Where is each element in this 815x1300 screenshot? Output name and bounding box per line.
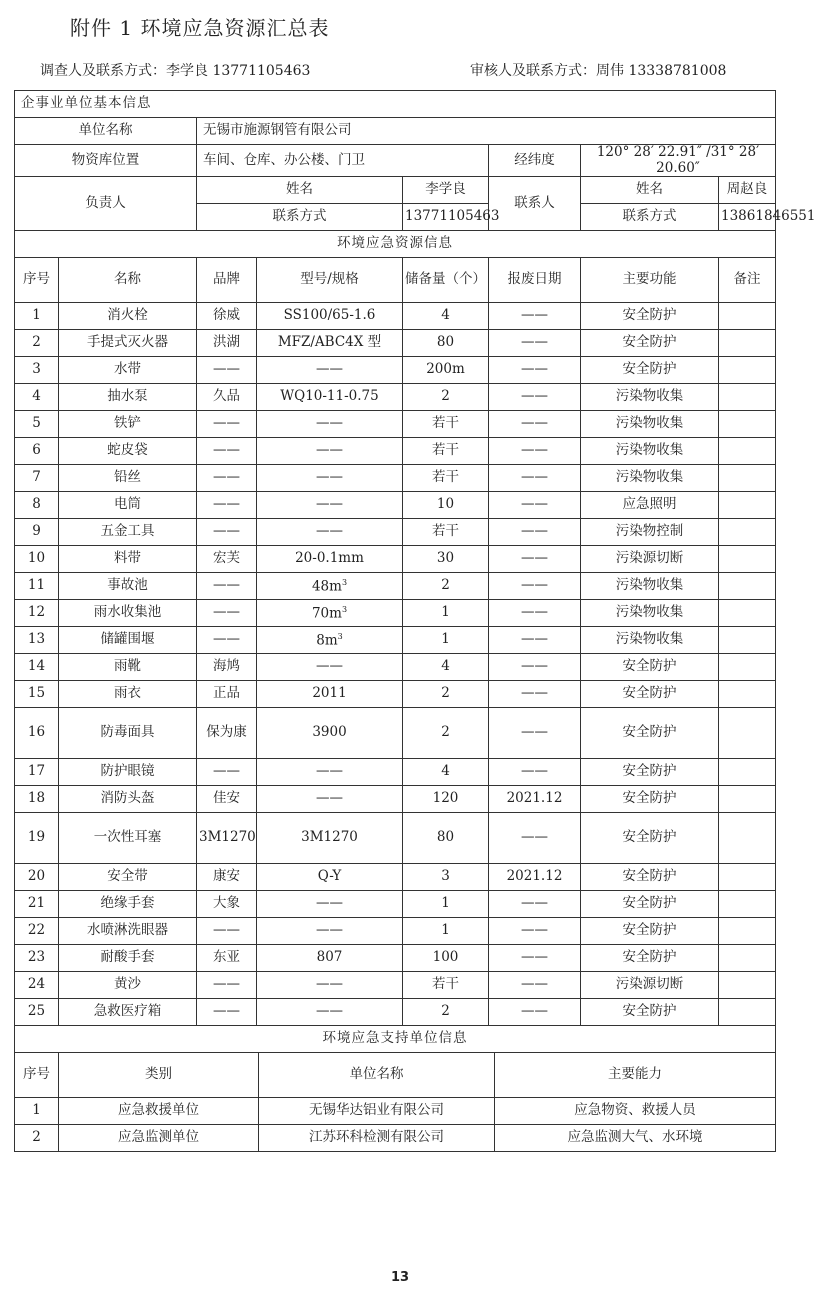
support-row-type: 应急救援单位 — [59, 1098, 259, 1125]
row-no: 19 — [15, 813, 59, 864]
resource-row — [15, 573, 776, 600]
contact-phone-label: 联系方式 — [581, 204, 719, 231]
row-expiry: —— — [489, 465, 581, 492]
row-no: 14 — [15, 654, 59, 681]
header-brand: 品牌 — [197, 258, 257, 303]
unit-superscript: 3 — [341, 577, 348, 587]
row-model: —— — [257, 519, 403, 546]
row-expiry: —— — [489, 627, 581, 654]
row-name: 料带 — [59, 546, 197, 573]
row-expiry: —— — [489, 384, 581, 411]
row-function: 安全防护 — [581, 708, 719, 759]
resource-row — [15, 999, 776, 1026]
row-qty: 120 — [403, 786, 489, 813]
row-name: 铁铲 — [59, 411, 197, 438]
row-function: 污染物收集 — [581, 465, 719, 492]
row-no: 3 — [15, 357, 59, 384]
row-note — [719, 972, 776, 999]
row-function: 污染物收集 — [581, 573, 719, 600]
row-function: 污染物收集 — [581, 600, 719, 627]
row-note — [719, 945, 776, 972]
row-brand: —— — [197, 465, 257, 492]
row-function: 安全防护 — [581, 918, 719, 945]
support-table — [14, 1025, 776, 1152]
row-model: —— — [257, 759, 403, 786]
header-expiry: 报废日期 — [489, 258, 581, 303]
owner-name-value: 李学良 — [403, 177, 489, 204]
header-note: 备注 — [719, 258, 776, 303]
row-name: 抽水泵 — [59, 384, 197, 411]
row-note — [719, 438, 776, 465]
row-no: 20 — [15, 864, 59, 891]
resource-row — [15, 600, 776, 627]
unit-superscript: 3 — [337, 631, 343, 641]
row-model: 3900 — [257, 708, 403, 759]
row-no: 10 — [15, 546, 59, 573]
resource-row — [15, 972, 776, 999]
row-no: 4 — [15, 384, 59, 411]
row-note — [719, 864, 776, 891]
support-section-title: 环境应急支持单位信息 — [15, 1026, 776, 1053]
row-qty: 3 — [403, 864, 489, 891]
row-function: 污染物收集 — [581, 384, 719, 411]
row-brand: 东亚 — [197, 945, 257, 972]
row-brand: 正品 — [197, 681, 257, 708]
row-function: 安全防护 — [581, 654, 719, 681]
resource-row — [15, 708, 776, 759]
row-brand: —— — [197, 357, 257, 384]
row-brand: —— — [197, 627, 257, 654]
row-expiry: —— — [489, 303, 581, 330]
row-model: MFZ/ABC4X 型 — [257, 330, 403, 357]
row-name: 手提式灭火器 — [59, 330, 197, 357]
location-label: 物资库位置 — [15, 145, 197, 177]
row-model: —— — [257, 465, 403, 492]
row-model: —— — [257, 891, 403, 918]
row-expiry: —— — [489, 492, 581, 519]
row-brand: —— — [197, 519, 257, 546]
row-brand: 康安 — [197, 864, 257, 891]
resource-row — [15, 759, 776, 786]
header-name: 名称 — [59, 258, 197, 303]
coordinate-value: 120° 28′ 22.91″ /31° 28′ 20.60″ — [581, 145, 776, 177]
row-function: 污染物收集 — [581, 438, 719, 465]
row-name: 电筒 — [59, 492, 197, 519]
row-note — [719, 999, 776, 1026]
row-model: —— — [257, 918, 403, 945]
row-qty: 4 — [403, 759, 489, 786]
row-model: Q-Y — [257, 864, 403, 891]
row-no: 13 — [15, 627, 59, 654]
row-expiry: 2021.12 — [489, 786, 581, 813]
unit-name-label: 单位名称 — [15, 118, 197, 145]
row-model: 3M1270 — [257, 813, 403, 864]
support-header-unit: 单位名称 — [259, 1053, 495, 1098]
row-note — [719, 786, 776, 813]
row-function: 安全防护 — [581, 759, 719, 786]
row-brand: —— — [197, 438, 257, 465]
row-note — [719, 918, 776, 945]
row-name: 消火栓 — [59, 303, 197, 330]
row-qty: 1 — [403, 891, 489, 918]
row-no: 17 — [15, 759, 59, 786]
row-note — [719, 330, 776, 357]
support-row-unit: 江苏环科检测有限公司 — [259, 1125, 495, 1152]
row-brand: —— — [197, 573, 257, 600]
resource-row — [15, 492, 776, 519]
row-model: 807 — [257, 945, 403, 972]
row-note — [719, 627, 776, 654]
row-name: 蛇皮袋 — [59, 438, 197, 465]
row-qty: 2 — [403, 573, 489, 600]
resource-row — [15, 546, 776, 573]
resource-row — [15, 918, 776, 945]
support-row-no: 2 — [15, 1125, 59, 1152]
row-qty: 1 — [403, 600, 489, 627]
row-name: 防毒面具 — [59, 708, 197, 759]
row-expiry: —— — [489, 891, 581, 918]
row-model: —— — [257, 438, 403, 465]
row-function: 污染源切断 — [581, 546, 719, 573]
row-brand: 洪湖 — [197, 330, 257, 357]
row-name: 急救医疗箱 — [59, 999, 197, 1026]
row-no: 2 — [15, 330, 59, 357]
row-qty: 10 — [403, 492, 489, 519]
model-value: 48m — [311, 578, 342, 595]
row-brand: 宏芙 — [197, 546, 257, 573]
row-model: SS100/65-1.6 — [257, 303, 403, 330]
row-name: 储罐围堰 — [59, 627, 197, 654]
resource-row — [15, 891, 776, 918]
row-brand: —— — [197, 918, 257, 945]
row-expiry: —— — [489, 972, 581, 999]
row-no: 6 — [15, 438, 59, 465]
row-qty: 若干 — [403, 465, 489, 492]
resource-row — [15, 786, 776, 813]
row-name: 五金工具 — [59, 519, 197, 546]
row-note — [719, 384, 776, 411]
row-model: —— — [257, 411, 403, 438]
resource-row — [15, 627, 776, 654]
row-no: 18 — [15, 786, 59, 813]
row-note — [719, 303, 776, 330]
row-expiry: —— — [489, 573, 581, 600]
contact-person-label: 联系人 — [489, 177, 581, 231]
resource-row — [15, 411, 776, 438]
row-no: 15 — [15, 681, 59, 708]
row-function: 安全防护 — [581, 681, 719, 708]
row-model: —— — [257, 492, 403, 519]
row-qty: 1 — [403, 627, 489, 654]
row-note — [719, 708, 776, 759]
header-function: 主要功能 — [581, 258, 719, 303]
row-function: 安全防护 — [581, 864, 719, 891]
row-note — [719, 600, 776, 627]
support-row-unit: 无锡华达铝业有限公司 — [259, 1098, 495, 1125]
row-qty: 若干 — [403, 411, 489, 438]
row-expiry: —— — [489, 654, 581, 681]
support-header-ability: 主要能力 — [495, 1053, 776, 1098]
support-header-no: 序号 — [15, 1053, 59, 1098]
contact-name-label: 姓名 — [581, 177, 719, 204]
model-value: 8m — [316, 632, 338, 649]
row-qty: 1 — [403, 918, 489, 945]
row-name: 防护眼镜 — [59, 759, 197, 786]
row-brand: 保为康 — [197, 708, 257, 759]
resource-row — [15, 654, 776, 681]
row-brand: —— — [197, 759, 257, 786]
row-function: 安全防护 — [581, 999, 719, 1026]
row-name: 绝缘手套 — [59, 891, 197, 918]
resource-row — [15, 945, 776, 972]
row-expiry: —— — [489, 681, 581, 708]
row-qty: 2 — [403, 708, 489, 759]
resource-table — [14, 90, 815, 1026]
row-model: WQ10-11-0.75 — [257, 384, 403, 411]
resource-row — [15, 330, 776, 357]
page-title: 附件 1 环境应急资源汇总表 — [70, 16, 330, 40]
row-no: 1 — [15, 303, 59, 330]
row-qty: 4 — [403, 654, 489, 681]
row-name: 耐酸手套 — [59, 945, 197, 972]
resource-row — [15, 384, 776, 411]
row-expiry: —— — [489, 600, 581, 627]
row-note — [719, 465, 776, 492]
row-function: 安全防护 — [581, 945, 719, 972]
row-expiry: 2021.12 — [489, 864, 581, 891]
resource-row — [15, 303, 776, 330]
resource-row — [15, 681, 776, 708]
row-model: —— — [257, 654, 403, 681]
support-row-ability: 应急物资、救援人员 — [495, 1098, 776, 1125]
basic-info-section-title: 企事业单位基本信息 — [15, 91, 776, 118]
row-name: 水喷淋洗眼器 — [59, 918, 197, 945]
model-value: 70m — [311, 605, 342, 622]
row-qty: 若干 — [403, 438, 489, 465]
row-qty: 200m — [403, 357, 489, 384]
resource-row — [15, 813, 776, 864]
page-number: 13 — [390, 1270, 410, 1285]
row-model: —— — [257, 999, 403, 1026]
row-function: 安全防护 — [581, 786, 719, 813]
resource-summary-sheet — [14, 90, 815, 1152]
row-note — [719, 357, 776, 384]
row-brand: 大象 — [197, 891, 257, 918]
row-note — [719, 546, 776, 573]
row-no: 25 — [15, 999, 59, 1026]
support-header-type: 类别 — [59, 1053, 259, 1098]
resource-row — [15, 864, 776, 891]
row-name: 铅丝 — [59, 465, 197, 492]
row-no: 21 — [15, 891, 59, 918]
owner-label: 负责人 — [15, 177, 197, 231]
row-brand: —— — [197, 492, 257, 519]
row-qty: 80 — [403, 330, 489, 357]
row-no: 8 — [15, 492, 59, 519]
row-qty: 若干 — [403, 972, 489, 999]
row-function: 安全防护 — [581, 891, 719, 918]
row-expiry: —— — [489, 759, 581, 786]
row-model: 2011 — [257, 681, 403, 708]
row-name: 雨靴 — [59, 654, 197, 681]
row-model: —— — [257, 786, 403, 813]
row-no: 12 — [15, 600, 59, 627]
row-note — [719, 759, 776, 786]
row-expiry: —— — [489, 330, 581, 357]
header-no: 序号 — [15, 258, 59, 303]
support-row — [15, 1125, 776, 1152]
row-no: 7 — [15, 465, 59, 492]
row-no: 24 — [15, 972, 59, 999]
row-qty: 30 — [403, 546, 489, 573]
row-no: 5 — [15, 411, 59, 438]
row-note — [719, 654, 776, 681]
row-name: 水带 — [59, 357, 197, 384]
row-qty: 4 — [403, 303, 489, 330]
row-function: 安全防护 — [581, 357, 719, 384]
row-brand: 久品 — [197, 384, 257, 411]
header-model: 型号/规格 — [257, 258, 403, 303]
row-note — [719, 411, 776, 438]
row-expiry: —— — [489, 519, 581, 546]
contact-phone-value: 13861846551 — [719, 204, 776, 231]
row-name: 黄沙 — [59, 972, 197, 999]
row-name: 一次性耳塞 — [59, 813, 197, 864]
row-qty: 100 — [403, 945, 489, 972]
row-function: 安全防护 — [581, 330, 719, 357]
row-expiry: —— — [489, 438, 581, 465]
row-function: 安全防护 — [581, 813, 719, 864]
row-expiry: —— — [489, 813, 581, 864]
row-function: 污染物收集 — [581, 627, 719, 654]
resources-section-title: 环境应急资源信息 — [15, 231, 776, 258]
row-expiry: —— — [489, 999, 581, 1026]
row-model: —— — [257, 357, 403, 384]
row-model — [257, 600, 403, 627]
owner-phone-label: 联系方式 — [197, 204, 403, 231]
row-name: 雨水收集池 — [59, 600, 197, 627]
row-note — [719, 573, 776, 600]
row-note — [719, 813, 776, 864]
resource-row — [15, 357, 776, 384]
header-qty: 储备量（个） — [403, 258, 489, 303]
unit-superscript: 3 — [341, 604, 348, 614]
row-no: 16 — [15, 708, 59, 759]
investigator-contact: 调查人及联系方式：李学良 13771105463 — [40, 63, 311, 79]
row-function: 污染源切断 — [581, 972, 719, 999]
row-name: 消防头盔 — [59, 786, 197, 813]
contact-name-value: 周赵良 — [719, 177, 776, 204]
row-qty: 2 — [403, 384, 489, 411]
row-no: 22 — [15, 918, 59, 945]
row-model: —— — [257, 972, 403, 999]
row-expiry: —— — [489, 945, 581, 972]
row-function: 污染物收集 — [581, 411, 719, 438]
row-brand: —— — [197, 411, 257, 438]
row-qty: 若干 — [403, 519, 489, 546]
row-expiry: —— — [489, 918, 581, 945]
row-no: 23 — [15, 945, 59, 972]
unit-name-value: 无锡市施源钢管有限公司 — [197, 118, 776, 145]
row-note — [719, 891, 776, 918]
row-expiry: —— — [489, 546, 581, 573]
coordinate-label: 经纬度 — [489, 145, 581, 177]
row-qty: 2 — [403, 999, 489, 1026]
support-row-no: 1 — [15, 1098, 59, 1125]
row-brand: 海鸠 — [197, 654, 257, 681]
support-row-ability: 应急监测大气、水环境 — [495, 1125, 776, 1152]
row-expiry: —— — [489, 411, 581, 438]
row-note — [719, 519, 776, 546]
row-note — [719, 492, 776, 519]
row-model — [257, 573, 403, 600]
row-brand: 3M1270 — [197, 813, 257, 864]
row-model — [257, 627, 403, 654]
row-name: 雨衣 — [59, 681, 197, 708]
reviewer-contact: 审核人及联系方式：周伟 13338781008 — [470, 63, 727, 79]
row-model: 20-0.1mm — [257, 546, 403, 573]
row-expiry: —— — [489, 357, 581, 384]
resource-row — [15, 465, 776, 492]
row-qty: 2 — [403, 681, 489, 708]
owner-name-label: 姓名 — [197, 177, 403, 204]
row-brand: 佳安 — [197, 786, 257, 813]
row-qty: 80 — [403, 813, 489, 864]
row-function: 污染物控制 — [581, 519, 719, 546]
row-brand: 徐威 — [197, 303, 257, 330]
row-brand: —— — [197, 600, 257, 627]
row-expiry: —— — [489, 708, 581, 759]
resource-row — [15, 519, 776, 546]
row-no: 9 — [15, 519, 59, 546]
location-value: 车间、仓库、办公楼、门卫 — [197, 145, 489, 177]
row-no: 11 — [15, 573, 59, 600]
row-function: 应急照明 — [581, 492, 719, 519]
owner-phone-value: 13771105463 — [403, 204, 489, 231]
resource-row — [15, 438, 776, 465]
row-note — [719, 681, 776, 708]
row-name: 事故池 — [59, 573, 197, 600]
row-function: 安全防护 — [581, 303, 719, 330]
row-name: 安全带 — [59, 864, 197, 891]
support-row — [15, 1098, 776, 1125]
support-row-type: 应急监测单位 — [59, 1125, 259, 1152]
row-brand: —— — [197, 999, 257, 1026]
row-brand: —— — [197, 972, 257, 999]
